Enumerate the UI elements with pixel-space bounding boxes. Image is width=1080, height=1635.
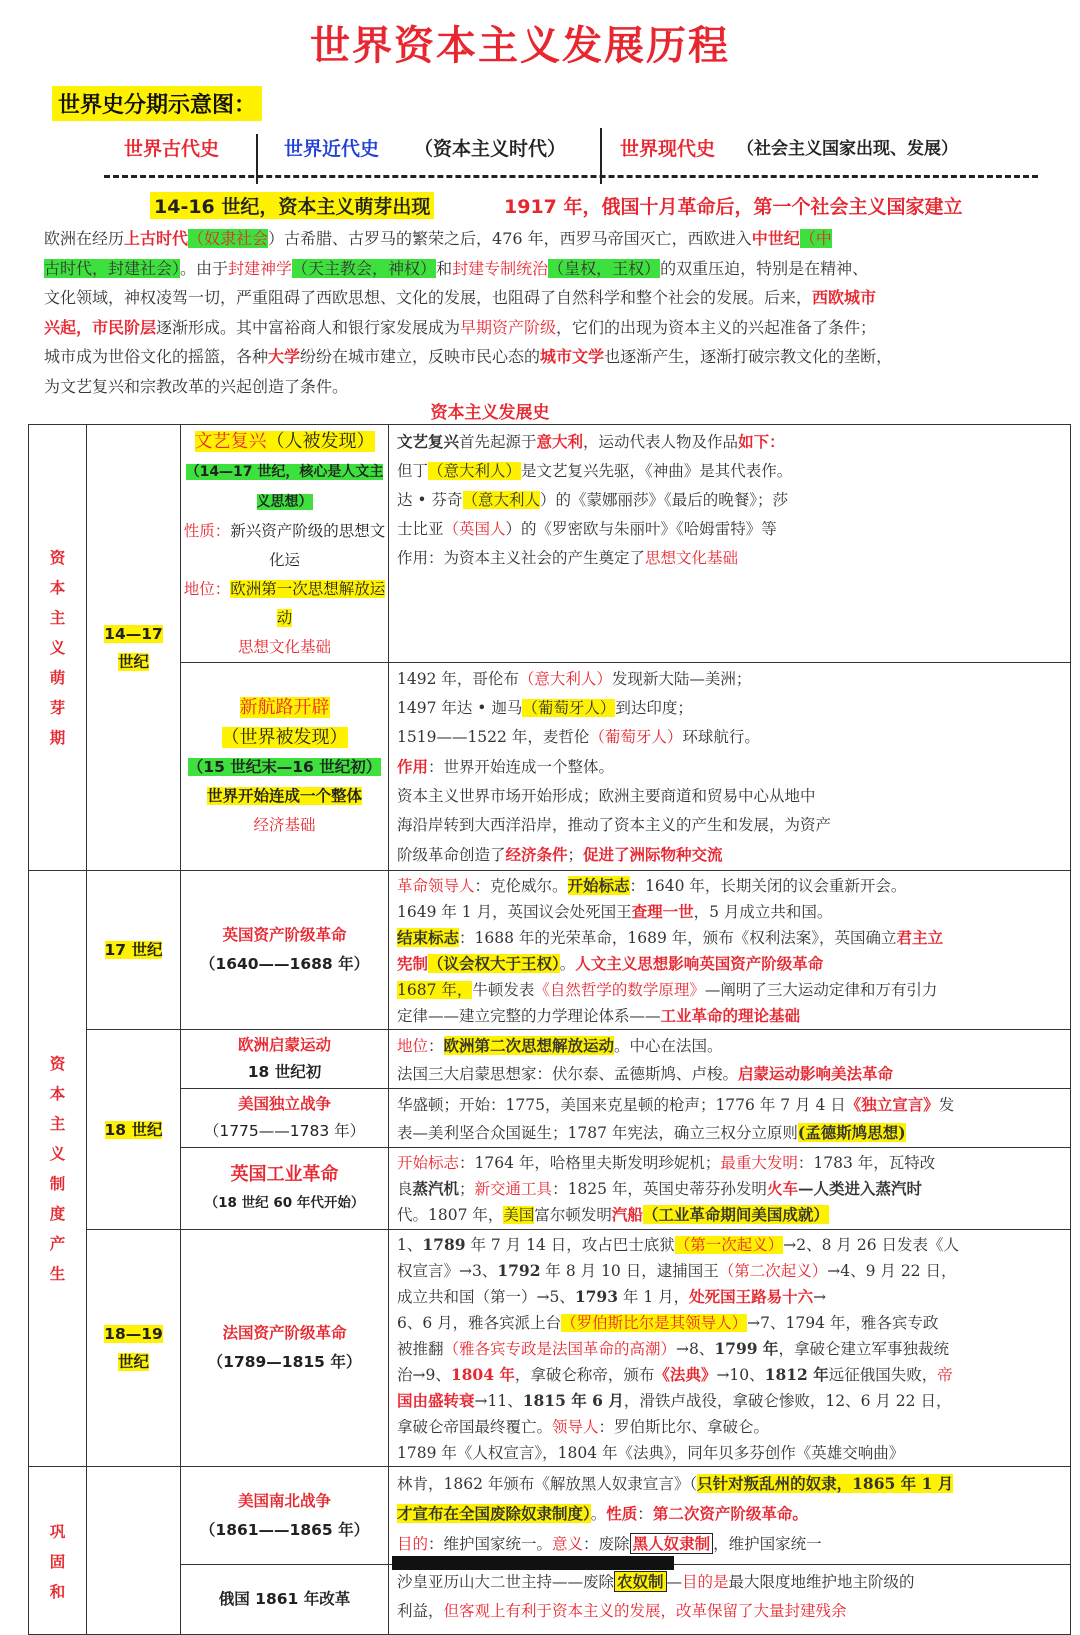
topic-label: 地位：	[183, 580, 231, 598]
detail-text: 拿破仑帝国最终覆亡。	[397, 1418, 553, 1436]
detail-text: 帝	[937, 1366, 953, 1384]
detail-french-revolution	[389, 1230, 1071, 1467]
detail-text: 。	[590, 1505, 607, 1523]
intro-text: （天主教会，神权）	[292, 258, 437, 278]
detail-text: ：世界开始连成一个整体。	[428, 758, 615, 776]
period-modern-note: （资本主义时代）	[414, 138, 567, 160]
detail-industrial-revolution	[389, 1148, 1071, 1230]
detail-text: 结束标志	[397, 928, 460, 947]
intro-text: 封建专制统治	[452, 258, 549, 278]
intro-line	[44, 342, 1064, 372]
detail-text: 1649 年 1 月，英国议会处死国王	[397, 903, 632, 921]
detail-text: ，拿破仑建立军事独裁统	[778, 1340, 949, 1358]
stage-char: 萌	[49, 668, 66, 687]
intro-text: （奴隶社会	[188, 229, 269, 248]
topic-new-routes	[181, 663, 389, 871]
topic-period: （14—17 世纪，核心是人文主义思想）	[185, 464, 384, 510]
detail-text: ，5 月成立共和国。	[693, 903, 833, 921]
detail-text: 1492 年，哥伦布	[397, 670, 519, 688]
detail-text: 开始标志	[397, 1154, 460, 1172]
detail-text: （工业革命期间美国成就）	[642, 1205, 829, 1224]
topic-title: 英国工业革命	[230, 1163, 339, 1185]
stage-char: 巩	[49, 1523, 66, 1541]
stage-char: 主	[49, 608, 66, 627]
topic-russia-reform	[181, 1565, 389, 1635]
detail-text: ）的《蒙娜丽莎》《最后的晚餐》；	[540, 491, 773, 509]
table-row	[29, 1565, 1071, 1635]
detail-text: 只针对叛乱州的奴隶，1865 年 1 月	[697, 1474, 954, 1493]
era-label: 18 世纪	[104, 1120, 163, 1139]
detail-text: 目的是	[682, 1573, 729, 1591]
detail-text: 黑人奴隶制	[630, 1533, 714, 1554]
detail-text: 工业革命的理论基础	[660, 1006, 801, 1025]
topic-enlightenment	[181, 1030, 389, 1089]
table-row	[29, 1148, 1071, 1230]
detail-american-independence	[389, 1089, 1071, 1148]
milestone-capitalism-sprouts: 14-16 世纪，资本主义萌芽出现	[150, 192, 434, 219]
detail-text: 意大利	[536, 432, 584, 451]
stage-char: 主	[49, 1114, 66, 1133]
era-label: 世纪	[117, 1353, 149, 1371]
topic-french-revolution	[181, 1230, 389, 1467]
topic-title: 俄国 1861 年改革	[218, 1590, 351, 1608]
detail-text: 达 • 芬奇	[397, 491, 463, 509]
detail-text: （议会权大于王权）	[428, 954, 560, 973]
detail-text: ；	[459, 1180, 475, 1198]
detail-text: 文艺复兴	[397, 432, 460, 451]
detail-text: →10、	[716, 1366, 765, 1384]
detail-text: ：废除	[583, 1535, 630, 1553]
detail-text: ：	[428, 1037, 444, 1055]
detail-text: 1789 年《人权宣言》，1804 年《法典》，同年贝多芬创作《英雄交响曲》	[397, 1444, 905, 1462]
period-modern: 世界近代史	[284, 138, 380, 160]
detail-text: ：	[637, 1505, 653, 1523]
topic-text: 新兴资产阶级的思想文化运	[230, 522, 386, 569]
detail-text: ：1688 年的光荣革命，1689 年，颁布《权利法案》，英国确立	[459, 929, 897, 947]
intro-paragraph	[44, 224, 1064, 401]
detail-text: →11、	[474, 1392, 523, 1410]
detail-text: 作用	[397, 757, 429, 776]
intro-text: 和	[436, 258, 453, 278]
intro-text: 逐渐形成。其中富裕商人和银行家发展成为	[156, 317, 461, 337]
detail-text: 定律——建立完整的力学理论体系——	[397, 1007, 661, 1025]
detail-text: →8、	[676, 1340, 715, 1358]
detail-text: 年 7 月 14 日，攻占巴士底狱	[465, 1236, 675, 1254]
intro-text: ，它们的出现为资本主义的兴起准备了条件；	[556, 317, 877, 337]
table-row	[29, 1089, 1071, 1148]
topic-foundation: 思想文化基础	[237, 638, 331, 656]
detail-text: 欧洲第二次思想解放运动	[443, 1036, 615, 1055]
detail-text: 最重大发明	[720, 1154, 798, 1172]
table-row	[29, 663, 1071, 871]
stage-char: 生	[49, 1264, 66, 1283]
topic-note: （世界被发现）	[221, 727, 348, 748]
detail-text: ，拿破仑称帝，颁布	[514, 1366, 655, 1384]
detail-text: ：罗伯斯比尔、拿破仑。	[598, 1418, 770, 1436]
topic-renaissance	[181, 425, 389, 663]
detail-text: →4、9 月 22 日，	[827, 1262, 957, 1280]
intro-text: （皇权，王权）	[548, 258, 661, 278]
detail-text: ；	[567, 846, 584, 864]
intro-text: 为文艺复兴和宗教改革的兴起创造了条件。	[44, 376, 349, 396]
topic-title: 美国南北战争	[237, 1491, 331, 1510]
detail-text: （意大利人	[462, 491, 541, 509]
topic-title: 新航路开辟	[239, 697, 330, 718]
redaction-bar	[392, 1556, 674, 1570]
detail-text: 表—美利坚合众国诞生；1787 年宪法，确立三权分立原则	[397, 1124, 798, 1142]
detail-text: 地位	[397, 1037, 429, 1055]
detail-text: （意大利人）	[428, 462, 522, 480]
topic-period: 18 世纪初	[247, 1063, 322, 1081]
era-label: 17 世纪	[104, 941, 163, 959]
stage-consolidation	[29, 1467, 87, 1635]
detail-text: ，维护国家统一	[713, 1535, 822, 1553]
detail-civil-war	[389, 1467, 1071, 1565]
stage-char: 本	[49, 1084, 66, 1103]
topic-note: （人被发现）	[266, 431, 375, 452]
detail-text: （罗伯斯比尔是其领导人）	[561, 1314, 748, 1332]
era-label: 14—17	[104, 624, 163, 643]
detail-text: 远征俄国失败，	[828, 1366, 938, 1384]
detail-text: →	[813, 1288, 827, 1306]
detail-text: 沙皇亚历山大二世主持——废除	[397, 1573, 615, 1591]
stage-char: 期	[49, 728, 66, 747]
detail-text: 被推翻	[397, 1340, 444, 1358]
detail-text: 查理一世	[631, 902, 694, 921]
table-row	[29, 1230, 1071, 1467]
detail-text: 。	[559, 955, 576, 973]
detail-text: 君主立	[896, 928, 944, 947]
topic-period: （15 世纪末—16 世纪初）	[187, 758, 382, 776]
intro-text: 封建神学	[228, 258, 293, 278]
intro-text: 也逐渐产生，逐渐打破宗教文化的垄断，	[604, 347, 893, 366]
detail-text: →2、8 月 26 日发表《人	[783, 1236, 959, 1254]
intro-text: 欧洲在经历	[44, 229, 125, 248]
detail-text: 海沿岸转到大西洋沿岸，推动了资本主义的产生和发展，为资产	[397, 816, 832, 834]
periodization-row	[0, 132, 1080, 172]
detail-new-routes	[389, 663, 1071, 871]
era-14-17	[87, 425, 181, 871]
detail-text: 年 8 月 10 日，逮捕国王	[540, 1262, 719, 1280]
stage-char: 资	[49, 1054, 66, 1073]
era-18	[87, 1030, 181, 1230]
detail-text: 启蒙运动影响美法革命	[738, 1064, 894, 1083]
detail-text: 发现新大陆—美洲；	[611, 670, 752, 688]
topic-label: 性质：	[183, 522, 231, 540]
detail-text: 人文主义思想影响英国资产阶级革命	[575, 954, 824, 973]
detail-text: （第二次起义）	[718, 1262, 828, 1280]
detail-text: 处死国王路易十六	[689, 1287, 814, 1306]
intro-text: 城市成为世俗文化的摇篮，各种	[44, 347, 269, 366]
table-row	[29, 1467, 1071, 1565]
detail-text: 林肯，1862 年颁布《解放黑人奴隶宣言》	[397, 1475, 690, 1493]
detail-text: 1812 年	[764, 1365, 829, 1384]
detail-russia-reform	[389, 1565, 1071, 1635]
intro-text: 。由于	[180, 258, 229, 278]
table-row	[29, 1030, 1071, 1089]
detail-text: ：维护国家统一。	[428, 1535, 553, 1553]
detail-text: 发	[938, 1096, 955, 1114]
era-empty-cell	[87, 1467, 181, 1635]
detail-renaissance	[389, 425, 1071, 663]
detail-text: 性质	[606, 1504, 638, 1523]
detail-text: →7、1794 年，雅各宾专政	[747, 1314, 939, 1332]
detail-text: 最大限度地维护地主阶级的	[728, 1573, 915, 1591]
detail-text: ：1783 年，瓦特改	[797, 1154, 936, 1172]
intro-text: 纷纷在城市建立，反映市民心态的	[300, 347, 541, 366]
intro-text: 城市文学	[540, 347, 605, 366]
stage-char: 和	[49, 1583, 66, 1601]
era-17	[87, 871, 181, 1030]
milestones-row	[0, 192, 1080, 222]
detail-text: ）的《罗密欧与朱丽叶》《哈姆雷特》等	[505, 520, 777, 538]
stage-char: 资	[49, 548, 66, 567]
intro-text: 大学	[268, 347, 301, 366]
detail-text: 目的	[397, 1535, 429, 1553]
detail-text: 法国三大启蒙思想家：伏尔泰、孟德斯鸠、卢梭。	[397, 1065, 739, 1083]
detail-text: （意大利人）	[518, 670, 612, 688]
intro-text: 的双重压迫，特别是在精神、	[660, 258, 869, 278]
intro-text: 中世纪	[751, 229, 800, 248]
detail-text: 1804 年	[450, 1365, 515, 1384]
stage-char: 固	[49, 1553, 66, 1571]
detail-text: 革命领导人	[397, 877, 475, 895]
detail-text: —人类进入蒸汽时	[797, 1179, 922, 1198]
detail-text: 第二次资产阶级革命。	[652, 1504, 808, 1523]
detail-text: ，运动代表人物及作品	[583, 433, 739, 451]
detail-text: 到达印度；	[615, 699, 693, 717]
detail-text: 火车	[766, 1179, 798, 1198]
detail-text: (孟德斯鸠思想)	[797, 1123, 906, 1142]
detail-text: 美国	[503, 1206, 535, 1224]
intro-text: 文化领域，神权凌驾一切，严重阻碍了西欧思想、文化的发展，也阻碍了自然科学和整个社会的发展。后来，	[44, 288, 813, 307]
detail-text: 6、6 月，雅各宾派上台	[397, 1314, 562, 1332]
detail-text: （	[689, 1475, 698, 1493]
detail-text: ：克伦威尔。	[474, 877, 568, 895]
detail-text: 华盛顿；开始：1775，美国来克星顿的枪声；1776 年 7 月 4 日	[397, 1096, 846, 1114]
intro-text: （中	[799, 229, 832, 248]
periodization-heading: 世界史分期示意图：	[52, 86, 262, 121]
detail-text: 《独立宣言》	[845, 1095, 939, 1114]
detail-text: 莎	[772, 491, 789, 509]
stage-char: 度	[49, 1204, 66, 1223]
topic-title: 文艺复兴	[194, 431, 267, 452]
stage-char: 义	[49, 1144, 66, 1163]
stage-sprouting	[29, 425, 87, 871]
detail-text: 治→9、	[397, 1366, 451, 1384]
topic-industrial-revolution	[181, 1148, 389, 1230]
detail-text: （葡萄牙人）	[522, 699, 616, 717]
intro-line	[44, 254, 1064, 284]
detail-text: （第一次起义）	[674, 1236, 784, 1254]
era-label: 世纪	[117, 652, 149, 671]
intro-line	[44, 224, 1064, 254]
intro-text: 西欧城市	[812, 288, 877, 307]
topic-period: （1789—1815 年）	[207, 1353, 362, 1371]
detail-text: （葡萄牙人）	[589, 728, 683, 746]
detail-text: 良	[397, 1180, 413, 1198]
intro-text: 早期资产阶级	[460, 317, 557, 337]
detail-text: （英国人	[443, 520, 506, 538]
detail-text: 。中心在法国。	[614, 1037, 723, 1055]
detail-text: 士比亚	[397, 520, 444, 538]
detail-text: 牛顿发表	[472, 981, 535, 999]
detail-text: 《法典》	[654, 1365, 717, 1384]
stage-char: 制	[49, 1174, 66, 1193]
detail-text: 环球航行。	[682, 728, 760, 746]
detail-text: 汽船	[611, 1205, 643, 1224]
detail-text: —阐明了三大运动定律和万有引力	[704, 981, 938, 999]
detail-text: 阶级革命创造了	[397, 846, 506, 864]
detail-text: 宪制	[397, 954, 429, 973]
topic-period: （1861——1865 年）	[199, 1520, 370, 1539]
detail-text: 但客观上有利于资本主义的发展，改革保留了大量封建残余	[443, 1602, 847, 1620]
detail-text: 1497 年达 • 迦马	[397, 699, 523, 717]
period-contemporary: 世界现代史	[620, 138, 716, 160]
detail-text: 首先起源于	[459, 433, 537, 451]
stage-char: 本	[49, 578, 66, 597]
era-18-19	[87, 1230, 181, 1467]
stage-char: 产	[49, 1234, 66, 1253]
topic-title: 英国资产阶级革命	[222, 926, 347, 944]
detail-text: 是文艺复兴先驱，《神曲》是其代表作。	[521, 462, 793, 480]
detail-text: 年 1 月，	[618, 1288, 690, 1306]
topic-text: 欧洲第一次思想解放运动	[230, 580, 386, 627]
detail-text: 国由盛转衰	[397, 1391, 475, 1410]
topic-american-independence	[181, 1089, 389, 1148]
topic-period: （1775——1783 年）	[203, 1122, 366, 1140]
detail-text: 蒸汽机	[412, 1179, 460, 1198]
detail-text: 利益，	[397, 1602, 444, 1620]
table-caption: 资本主义发展史	[430, 403, 550, 423]
detail-text: —	[666, 1573, 683, 1591]
timeline-dashed-line	[104, 175, 1038, 178]
detail-text: 才宣布在全国废除奴隶制度）	[397, 1504, 591, 1523]
detail-text: 意义	[552, 1535, 584, 1553]
topic-period: （18 世纪 60 年代开始）	[204, 1194, 365, 1211]
topic-period: （1640——1688 年）	[199, 955, 370, 973]
detail-text: （雅各宾专政是法国革命的高潮）	[443, 1340, 677, 1358]
topic-civil-war	[181, 1467, 389, 1565]
history-table	[28, 424, 1071, 1635]
detail-text: 开始标志	[567, 876, 630, 895]
table-row	[29, 425, 1071, 663]
detail-text: 《自然哲学的数学原理》	[534, 981, 705, 999]
detail-text: 1789	[422, 1235, 466, 1254]
detail-text: 思想文化基础	[645, 549, 739, 567]
detail-text: 领导人	[552, 1418, 599, 1436]
stage-char: 芽	[49, 698, 66, 717]
detail-text: 但丁	[397, 462, 429, 480]
detail-text: 资本主义世界市场开始形成；欧洲主要商道和贸易中心从地中	[397, 787, 816, 805]
table-row	[29, 871, 1071, 1030]
detail-text: 成立共和国（第一）→5、	[397, 1288, 575, 1306]
detail-text: ，滑铁卢战役，拿破仑惨败，12、6 月 22 日，	[623, 1392, 952, 1410]
page-title: 世界资本主义发展历程	[310, 23, 730, 69]
detail-text: 1815 年 6 月	[522, 1391, 624, 1410]
intro-line	[44, 313, 1064, 343]
era-label: 18—19	[104, 1325, 163, 1343]
detail-text: ：1640 年，长期关闭的议会重新开会。	[629, 877, 907, 895]
intro-text: 古时代，封建社会）	[44, 258, 181, 278]
topic-text: 世界开始连成一个整体	[206, 787, 362, 805]
detail-text: 1799 年	[714, 1339, 779, 1358]
detail-text: 1519——1522 年，麦哲伦	[397, 728, 590, 746]
detail-enlightenment	[389, 1030, 1071, 1089]
milestone-october-revolution: 1917 年，俄国十月革命后，第一个社会主义国家建立	[504, 196, 963, 218]
intro-line	[44, 283, 1064, 313]
detail-text: 代。1807 年，	[397, 1206, 504, 1224]
detail-text: 1、	[397, 1236, 423, 1254]
detail-text: 经济条件	[505, 845, 568, 864]
detail-english-revolution	[389, 871, 1071, 1030]
intro-text: 兴起，市民阶层	[44, 317, 157, 337]
detail-text: 如下：	[738, 432, 785, 451]
stage-char: 义	[49, 638, 66, 657]
detail-text: 新交通工具	[474, 1180, 553, 1198]
intro-text: 上古时代	[124, 229, 189, 248]
detail-text: 作用：为资本主义社会的产生奠定了	[397, 549, 646, 567]
stage-establishment	[29, 871, 87, 1467]
intro-line	[44, 372, 1064, 402]
topic-title: 美国独立战争	[237, 1095, 331, 1113]
detail-text: ：1825 年，英国史蒂芬孙发明	[552, 1180, 767, 1198]
detail-text: 1687 年，	[397, 981, 473, 999]
detail-text: 权宣言》→3、	[397, 1262, 498, 1280]
topic-title: 法国资产阶级革命	[222, 1324, 347, 1342]
detail-text: 1792	[497, 1261, 541, 1280]
period-contemporary-note: （社会主义国家出现、发展）	[737, 139, 958, 159]
detail-text: 1793	[574, 1287, 618, 1306]
topic-english-revolution	[181, 871, 389, 1030]
detail-text: 促进了洲际物种交流	[583, 845, 723, 864]
topic-title: 欧洲启蒙运动	[237, 1036, 331, 1054]
detail-text: 农奴制	[614, 1571, 667, 1592]
detail-text: ：1764 年，哈格里夫斯发明珍妮机；	[459, 1154, 721, 1172]
period-ancient: 世界古代史	[124, 138, 220, 160]
topic-foundation: 经济基础	[253, 816, 316, 834]
intro-text: ）古希腊、古罗马的繁荣之后，476 年，西罗马帝国灭亡，西欧进入	[268, 229, 752, 248]
detail-text: 富尔顿发明	[534, 1206, 612, 1224]
